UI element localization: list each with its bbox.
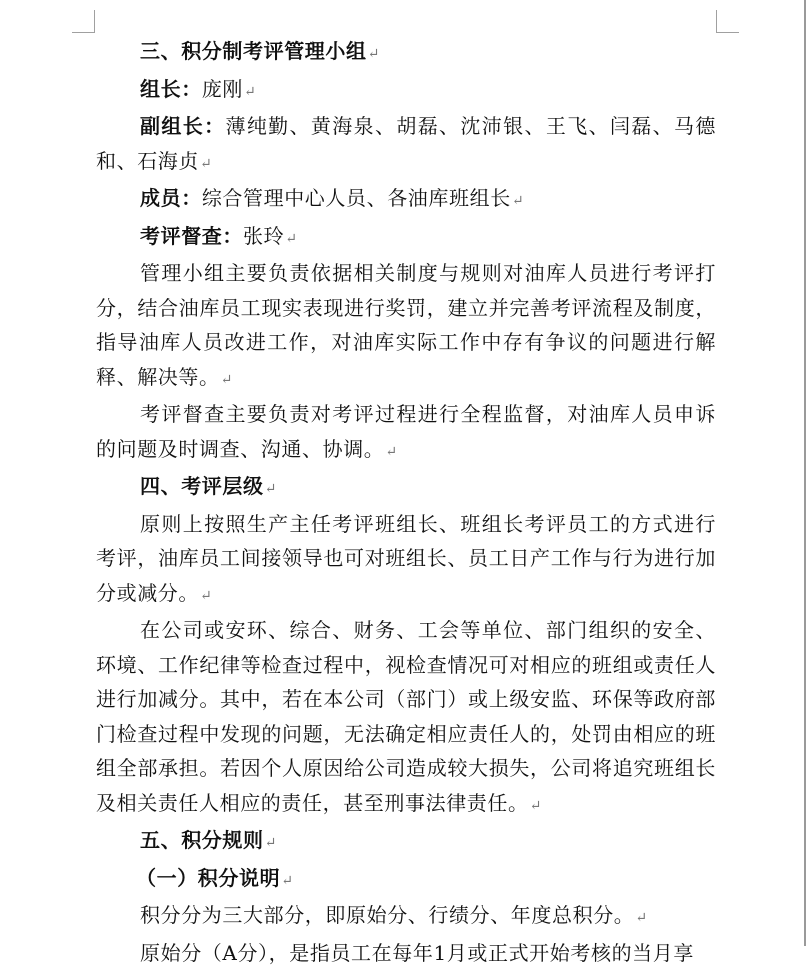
field-value: 综合管理中心人员、各油库班组长: [202, 186, 511, 210]
deputy-line: 副组长：薄纯勤、黄海泉、胡磊、沈沛银、王飞、闫磊、马德和、石海贞↵: [96, 109, 716, 181]
document-body: [96, 34, 716, 970]
supervisor-line: 考评督查：张玲↵: [96, 219, 716, 257]
section-heading: 四、考评层级↵: [96, 469, 716, 507]
field-value: 庞刚: [202, 77, 243, 101]
field-value: 张玲: [243, 224, 284, 248]
field-label: 副组长：: [140, 114, 225, 138]
leader-line: 组长：庞刚↵: [96, 72, 716, 110]
subsection-heading: （一）积分说明↵: [96, 861, 716, 899]
field-label: 组长：: [140, 77, 202, 101]
field-value: 薄纯勤、黄海泉、胡磊、沈沛银、王飞、闫磊、马德和、石海贞: [96, 114, 716, 173]
section-heading: 三、积分制考评管理小组↵: [96, 34, 716, 72]
field-label: 成员：: [140, 186, 202, 210]
margin-corner-mark: [72, 10, 95, 33]
field-label: 考评督查：: [140, 224, 243, 248]
body-paragraph: 原则上按照生产主任考评班组长、班组长考评员工的方式进行考评，油库员工间接领导也可对班组长、员工日产工作与行为进行加分或减分。↵: [96, 507, 716, 614]
body-paragraph: 管理小组主要负责依据相关制度与规则对油库人员进行考评打分，结合油库员工现实表现进行奖罚，建立并完善考评流程及制度，指导油库人员改进工作，对油库实际工作中存有争议的问题进行解释、解决等。↵: [96, 256, 716, 397]
body-paragraph: 原始分（A分），是指员工在每年1月或正式开始考核的当月享: [96, 936, 716, 970]
member-line: 成员：综合管理中心人员、各油库班组长↵: [96, 181, 716, 219]
body-paragraph: 在公司或安环、综合、财务、工会等单位、部门组织的安全、环境、工作纪律等检查过程中，视检查情况可对相应的班组或责任人进行加减分。其中，若在本公司（部门）或上级安监、环保等政府部门检查过程中发现的问题，无法确定相应责任人的，处罚由相应的班组全部承担。若因个人原因给公司造成较大损失，公司将追究班组长及相关责任人相应的责任，甚至刑事法律责任。↵: [96, 613, 716, 823]
section-heading: 五、积分规则↵: [96, 823, 716, 861]
body-paragraph: 积分分为三大部分，即原始分、行绩分、年度总积分。↵: [96, 898, 716, 936]
margin-corner-mark: [716, 10, 739, 33]
body-paragraph: 考评督查主要负责对考评过程进行全程监督，对油库人员申诉的问题及时调查、沟通、协调。↵: [96, 397, 716, 469]
